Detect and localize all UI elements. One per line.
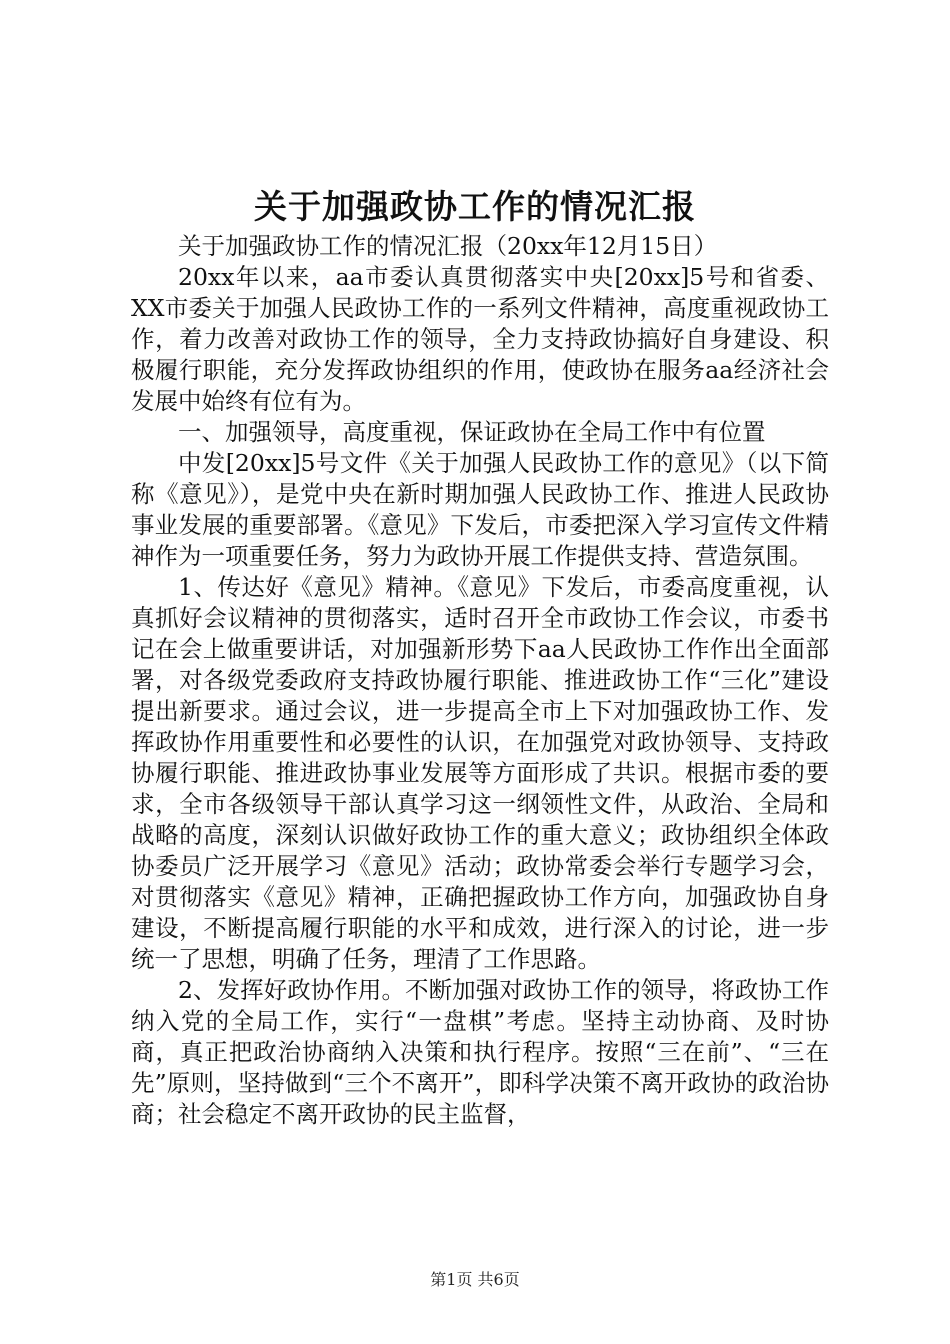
paragraph-section-1-intro: 中发[20xx]5号文件《关于加强人民政协工作的意见》（以下简称《意见》），是党中央在新时期加强人民政协工作、推进人民政协事业发展的重要部署。《意见》下发后，市委把深入学习宣传文件精神作为一项重要任务，努力为政协开展工作提供支持、营造氛围。 [131, 449, 829, 570]
section-heading-1: 一、加强领导，高度重视，保证政协在全局工作中有位置 [178, 418, 766, 446]
paragraph-subtitle: 关于加强政协工作的情况汇报（20xx年12月15日） [178, 232, 718, 260]
document-body [131, 231, 829, 1130]
paragraph-item-1: 1、传达好《意见》精神。《意见》下发后，市委高度重视，认真抓好会议精神的贯彻落实，适时召开全市政协工作会议，市委书记在会上做重要讲话，对加强新形势下aa人民政协工作作出全面部署，对各级党委政府支持政协履行职能、推进政协工作“三化”建设提出新要求。通过会议，进一步提高全市上下对加强政协工作、发挥政协作用重要性和必要性的认识，在加强党对政协领导、支持政协履行职能、推进政协事业发展等方面形成了共识。根据市委的要求，全市各级领导干部认真学习这一纲领性文件，从政治、全局和战略的高度，深刻认识做好政协工作的重大意义；政协组织全体政协委员广泛开展学习《意见》活动；政协常委会举行专题学习会，对贯彻落实《意见》精神，正确把握政协工作方向，加强政协自身建设，不断提高履行职能的水平和成效，进行深入的讨论，进一步统一了思想，明确了任务，理清了工作思路。 [131, 573, 829, 973]
paragraph-item-2: 2、发挥好政协作用。不断加强对政协工作的领导，将政协工作纳入党的全局工作，实行“一盘棋”考虑。坚持主动协商、及时协商，真正把政治协商纳入决策和执行程序。按照“三在前”、“三在先”原则，坚持做到“三个不离开”，即科学决策不离开政协的政治协商；社会稳定不离开政协的民主监督， [131, 976, 829, 1128]
document-title: 关于加强政协工作的情况汇报 [254, 187, 696, 226]
paragraph-intro: 20xx年以来，aa市委认真贯彻落实中央[20xx]5号和省委、XX市委关于加强人民政协工作的一系列文件精神，高度重视政协工作，着力改善对政协工作的领导，全力支持政协搞好自身建设、积极履行职能，充分发挥政协组织的作用，使政协在服务aa经济社会发展中始终有位有为。 [131, 263, 829, 415]
page-footer: 第1页 共6页 [430, 1270, 520, 1289]
